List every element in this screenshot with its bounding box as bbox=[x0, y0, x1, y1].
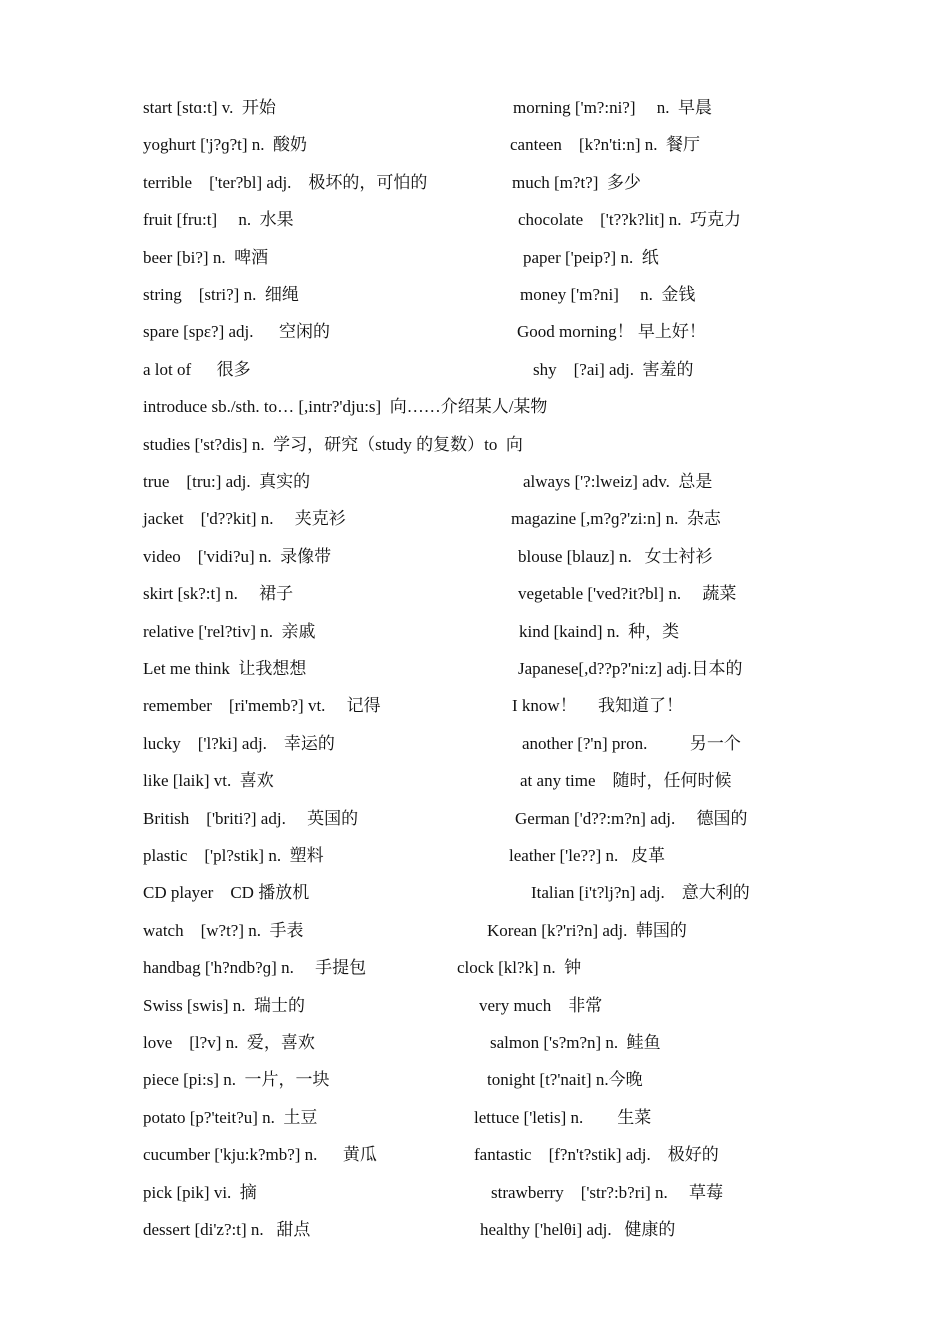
vocab-entry-left: lucky ['l?ki] adj. 幸运的 bbox=[143, 733, 335, 753]
vocab-entry-left: piece [pi:s] n. 一片，一块 bbox=[143, 1070, 330, 1090]
vocab-entry-right: paper ['peip?] n. 纸 bbox=[523, 247, 659, 267]
vocab-row bbox=[0, 618, 950, 646]
vocab-row bbox=[0, 131, 950, 159]
vocab-entry-left: potato [p?'teit?u] n. 土豆 bbox=[143, 1107, 318, 1127]
vocab-entry-right: fantastic [f?n't?stik] adj. 极好的 bbox=[474, 1145, 719, 1165]
vocab-entry-left: beer [bi?] n. 啤酒 bbox=[143, 247, 269, 267]
vocab-row bbox=[0, 1179, 950, 1207]
vocab-entry-right: Good morning！ 早上好！ bbox=[517, 322, 706, 342]
vocab-entry-left: studies ['st?dis] n. 学习，研究（study 的复数）to 向 bbox=[143, 434, 523, 454]
vocab-row bbox=[0, 468, 950, 496]
vocab-row bbox=[0, 1216, 950, 1244]
vocab-entry-left: cucumber ['kju:k?mb?] n. 黄瓜 bbox=[143, 1145, 377, 1165]
vocab-entry-right: shy [?ai] adj. 害羞的 bbox=[533, 359, 694, 379]
vocab-row bbox=[0, 954, 950, 982]
vocab-entry-left: fruit [fru:t] n. 水果 bbox=[143, 210, 294, 230]
vocab-row bbox=[0, 94, 950, 122]
vocab-entry-right: Korean [k?'ri?n] adj. 韩国的 bbox=[487, 920, 687, 940]
vocab-entry-left: handbag ['h?ndb?ɡ] n. 手提包 bbox=[143, 958, 367, 978]
vocab-entry-right: salmon ['s?m?n] n. 鲑鱼 bbox=[490, 1033, 661, 1052]
vocab-row bbox=[0, 1141, 950, 1169]
vocab-entry-right: tonight [t?'nait] n.今晚 bbox=[487, 1070, 643, 1090]
vocab-row bbox=[0, 281, 950, 309]
vocab-entry-left: CD player CD 播放机 bbox=[143, 883, 310, 903]
vocab-entry-right: blouse [blauz] n. 女士衬衫 bbox=[518, 546, 713, 566]
vocab-entry-right: Italian [i't?lj?n] adj. 意大利的 bbox=[531, 883, 750, 903]
vocab-row bbox=[0, 1029, 950, 1057]
vocab-entry-left: true [tru:] adj. 真实的 bbox=[143, 472, 311, 491]
vocab-entry-left: relative ['rel?tiv] n. 亲戚 bbox=[143, 621, 316, 641]
vocab-entry-right: magazine [,m?ɡ?'zi:n] n. 杂志 bbox=[511, 509, 721, 529]
vocab-entry-left: remember [ri'memb?] vt. 记得 bbox=[143, 696, 381, 716]
vocab-row bbox=[0, 730, 950, 758]
vocab-row bbox=[0, 393, 950, 421]
vocab-entry-right: morning ['m?:ni?] n. 早晨 bbox=[513, 98, 713, 117]
vocab-entry-right: money ['m?ni] n. 金钱 bbox=[520, 285, 696, 304]
vocab-entry-left: skirt [sk?:t] n. 裙子 bbox=[143, 584, 294, 604]
vocab-row bbox=[0, 992, 950, 1020]
vocab-row bbox=[0, 244, 950, 272]
vocab-row bbox=[0, 917, 950, 945]
vocab-entry-left: string [stri?] n. 细绳 bbox=[143, 285, 299, 304]
vocab-entry-left: British ['briti?] adj. 英国的 bbox=[143, 808, 359, 828]
vocab-entry-right: much [m?t?] 多少 bbox=[512, 172, 641, 192]
vocab-row bbox=[0, 1104, 950, 1132]
vocab-row bbox=[0, 356, 950, 384]
vocab-entry-left: watch [w?t?] n. 手表 bbox=[143, 920, 304, 940]
vocab-entry-right: at any time 随时，任何时候 bbox=[520, 771, 732, 791]
vocab-entry-left: like [laik] vt. 喜欢 bbox=[143, 771, 274, 791]
vocab-entry-left: Let me think 让我想想 bbox=[143, 659, 307, 678]
vocab-entry-left: yoghurt ['j?ɡ?t] n. 酸奶 bbox=[143, 135, 308, 155]
vocab-row bbox=[0, 505, 950, 533]
vocab-row bbox=[0, 318, 950, 346]
vocab-row bbox=[0, 879, 950, 907]
vocab-entry-left: love [l?v] n. 爱，喜欢 bbox=[143, 1033, 315, 1052]
vocab-entry-left: start [stɑ:t] v. 开始 bbox=[143, 98, 276, 117]
vocab-entry-left: introduce sb./sth. to… [,intr?'dju:s] 向……介绍某人/某物 bbox=[143, 397, 548, 417]
vocab-entry-right: leather ['le??] n. 皮革 bbox=[509, 846, 665, 865]
vocab-entry-left: video ['vidi?u] n. 录像带 bbox=[143, 546, 332, 566]
vocab-row bbox=[0, 431, 950, 459]
vocab-entry-right: I know！ 我知道了！ bbox=[512, 696, 683, 716]
vocab-row bbox=[0, 206, 950, 234]
vocab-entry-right: strawberry ['str?:b?ri] n. 草莓 bbox=[491, 1182, 724, 1202]
vocab-entry-left: terrible ['ter?bl] adj. 极坏的，可怕的 bbox=[143, 172, 428, 192]
vocab-entry-right: chocolate ['t??k?lit] n. 巧克力 bbox=[518, 210, 742, 230]
vocab-row bbox=[0, 767, 950, 795]
vocab-row bbox=[0, 805, 950, 833]
vocab-entry-left: dessert [di'z?:t] n. 甜点 bbox=[143, 1220, 311, 1239]
vocab-entry-left: pick [pik] vi. 摘 bbox=[143, 1182, 257, 1202]
vocab-entry-right: very much 非常 bbox=[479, 995, 603, 1015]
vocab-entry-right: always ['?:lweiz] adv. 总是 bbox=[523, 472, 713, 491]
vocab-entry-left: a lot of 很多 bbox=[143, 359, 251, 379]
vocab-row bbox=[0, 169, 950, 197]
vocab-entry-right: lettuce ['letis] n. 生菜 bbox=[474, 1107, 652, 1127]
vocab-entry-right: vegetable ['ved?it?bl] n. 蔬菜 bbox=[518, 584, 737, 604]
vocab-row bbox=[0, 580, 950, 608]
vocab-entry-left: plastic ['pl?stik] n. 塑料 bbox=[143, 846, 324, 865]
vocab-entry-right: kind [kaind] n. 种，类 bbox=[519, 621, 680, 641]
vocab-entry-right: Japanese[,d??p?'ni:z] adj.日本的 bbox=[518, 659, 743, 678]
vocab-row bbox=[0, 655, 950, 683]
vocab-entry-left: spare [spɛ?] adj. 空闲的 bbox=[143, 322, 331, 342]
vocab-row bbox=[0, 842, 950, 870]
vocab-row bbox=[0, 692, 950, 720]
vocab-entry-right: canteen [k?n'ti:n] n. 餐厅 bbox=[510, 135, 701, 155]
vocab-entry-right: healthy ['helθi] adj. 健康的 bbox=[480, 1220, 676, 1239]
vocab-row bbox=[0, 1066, 950, 1094]
vocab-entry-left: Swiss [swis] n. 瑞士的 bbox=[143, 995, 305, 1015]
vocab-entry-right: clock [kl?k] n. 钟 bbox=[457, 958, 582, 978]
vocab-entry-right: another [?'n] pron. 另一个 bbox=[522, 733, 741, 753]
vocab-entry-right: German ['d??:m?n] adj. 德国的 bbox=[515, 808, 748, 828]
vocab-row bbox=[0, 543, 950, 571]
vocab-entry-left: jacket ['d??kit] n. 夹克衫 bbox=[143, 509, 346, 529]
